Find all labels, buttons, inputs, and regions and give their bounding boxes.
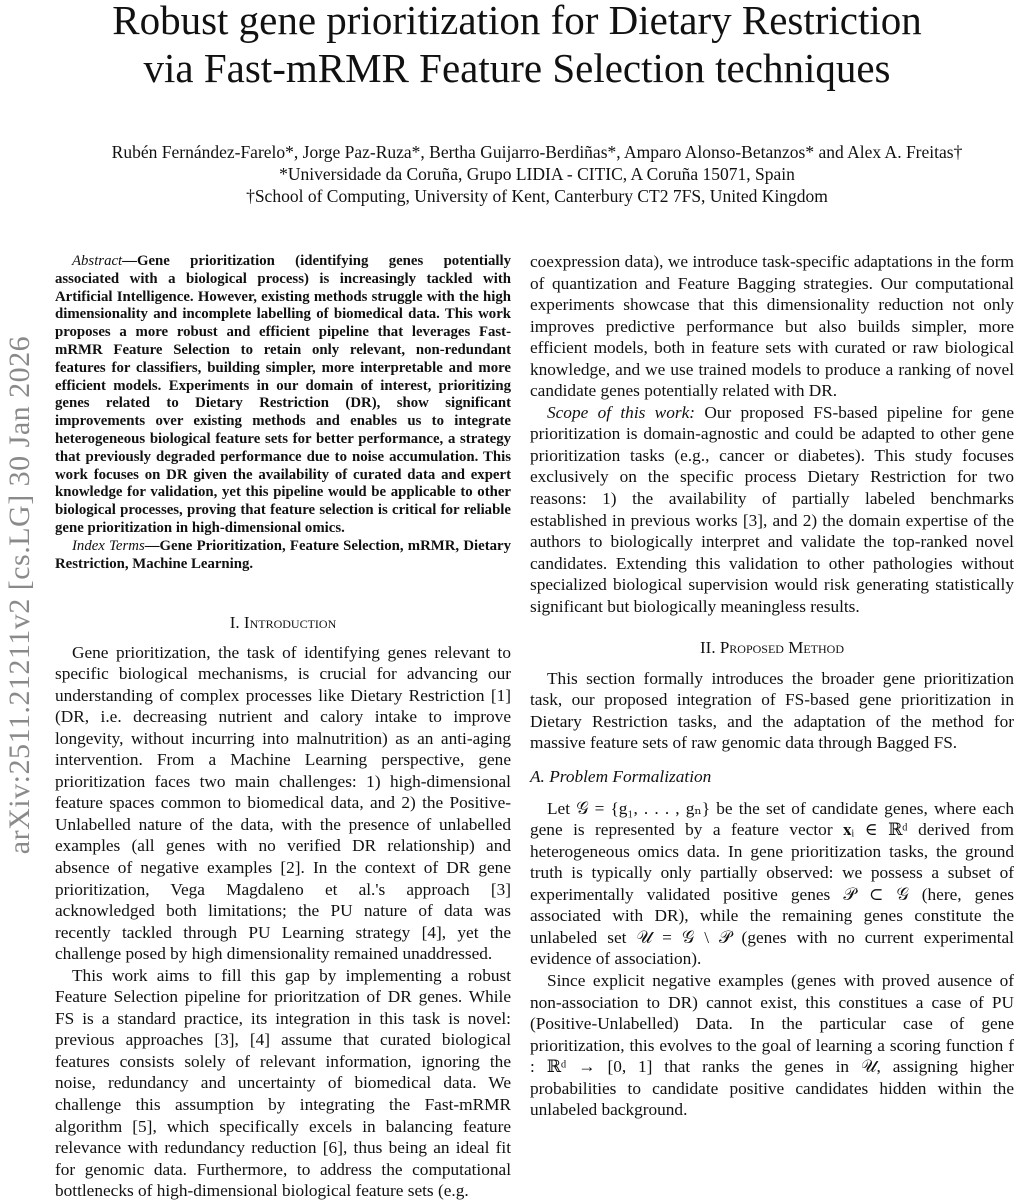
abstract-text: —Gene prioritization (identifying genes potentially associated with a biological process) is increasingly tackled with Artificial Intelligence. However, existing methods struggle with the high dimensionality and incomplete labelling of biomedical data. This work proposes a more robust and efficient pipeline that leverages Fast-mRMR Feature Selection to retain only relevant, non-redundant features for classifiers, building simpler, more interpretable and more efficient models. Experiments in our domain of interest, prioritizing genes related to Dietary Restriction (DR), show significant improvements over existing methods and enables us to integrate heterogeneous biological feature sets for better performance, a strategy that previously degraded performance due to noise accumulation. This work focuses on DR given the availability of curated data and expert knowledge for validation, yet this pipeline would be applicable to other biological processes, proving that feature selection is critical for reliable gene prioritization in high-dimensional omics.: [55, 253, 511, 536]
right-column: [530, 251, 1014, 1121]
abstract: [55, 253, 511, 573]
section-heading-proposed-method: II. Proposed Method: [700, 638, 844, 658]
arxiv-stamp[interactable]: arXiv:2511.21211v2 [cs.LG] 30 Jan 2026: [3, 335, 36, 855]
intro-paragraph-3: coexpression data), we introduce task-specific adaptations in the form of quantization and Feature Bagging strategies. Our computational experiments showcase that this dimensionality reduction not only improves predictive performance but also builds simpler, more efficient models, both in feature sets with curated or raw biological knowledge, and we use trained models to produce a ranking of novel candidate genes potentially related with DR.: [530, 252, 1014, 401]
paper-title: [0, 0, 1034, 92]
affiliation-2: †School of Computing, University of Kent, Canterbury CT2 7FS, United Kingdom: [246, 186, 828, 206]
scope-label: Scope of this work:: [547, 402, 695, 422]
scope-text: Our proposed FS-based pipeline for gene prioritization is domain-agnostic and could be adapted to other gene prioritization tasks (e.g., cancer or diabetes). This study focuses exclusively on the specific process Dietary Restriction for two reasons: 1) the availability of partially labeled benchmarks established in previous works [3], and 2) the domain expertise of the authors to biologically interpret and validate the top-ranked novel candidates. Extending this validation to other pathologies without specialized biological supervision would risk generating statistically significant but biologically meaningless results.: [530, 402, 1014, 616]
abstract-label: Abstract: [72, 253, 123, 269]
index-terms-text: —Gene Prioritization, Feature Selection, mRMR, Dietary Restriction, Machine Learning.: [55, 537, 511, 572]
method-paragraph-1: This section formally introduces the broader gene prioritization task, our proposed integration of FS-based gene prioritization in Dietary Restriction tasks, and the adaptation of the method for massive feature sets of raw genomic data through Bagged FS.: [530, 668, 1014, 753]
index-terms-label: Index Terms: [72, 537, 145, 554]
title-line-1: Robust gene prioritization for Dietary Restriction: [112, 0, 922, 43]
intro-paragraph-1: Gene prioritization, the task of identifying genes relevant to specific biological mechanisms, is crucial for advancing our understanding of complex processes like Dietary Restriction [1] (DR, i.e. decreasing nutrient and calory intake to improve longevity, without incurring into malnutrition) as an anti-aging intervention. From a Machine Learning perspective, gene prioritization faces two main challenges: 1) high-dimensional feature spaces common to biomedical data, and 2) the Positive-Unlabelled nature of the data, with the presence of unlabelled examples (all genes with no verified DR relationship) and absence of negative examples [2]. In the context of DR gene prioritization, Vega Magdaleno et al.'s approach [3] acknowledged both limitations; the PU nature of data was recently tackled through PU Learning strategy [4], yet the challenge posed by high dimensionality remained unaddressed.: [55, 642, 511, 964]
subsection-heading-problem-formalization: A. Problem Formalization: [530, 767, 712, 787]
formalization-paragraph-1: Let 𝒢 = {g₁, . . . , gₙ} be the set of candidate genes, where each gene is represented by a feature vector 𝐱ᵢ ∈ ℝᵈ derived from heterogeneous omics data. In gene prioritization tasks, the ground truth is typically only partially observed: we possess a subset of experimentally validated positive genes 𝒫 ⊂ 𝒢 (here, genes associated with DR), while the remaining genes constitute the unlabeled set 𝒰 = 𝒢 \ 𝒫 (genes with no current experimental evidence of association).: [530, 798, 1014, 969]
author-block: [40, 141, 1034, 207]
affiliation-1: *Universidade da Coruña, Grupo LIDIA - CITIC, A Coruña 15071, Spain: [279, 164, 795, 184]
intro-paragraph-2: This work aims to fill this gap by implementing a robust Feature Selection pipeline for prioritzation of DR genes. While FS is a standard practice, its integration in this task is novel: previous approaches [3], [4] assume that curated biological features consists solely of relevant information, ignoring the noise, redundancy and uncertainty of biomedical data. We challenge this assumption by integrating the Fast-mRMR algorithm [5], which specifically excels in balancing feature relevance with redundancy reduction [6], thus being an ideal fit for genomic data. Furthermore, to address the computational bottlenecks of high-dimensional biological feature sets (e.g.: [55, 965, 511, 1201]
title-line-2: via Fast-mRMR Feature Selection techniques: [143, 45, 891, 91]
authors: Rubén Fernández-Farelo*, Jorge Paz-Ruza*, Bertha Guijarro-Berdiñas*, Amparo Alonso-Betanzos* and Alex A. Freitas†: [111, 142, 963, 162]
introduction-section: [55, 612, 511, 1202]
formalization-paragraph-2: Since explicit negative examples (genes with proved ausence of non-association to DR) cannot exist, this constitues a case of PU (Positive-Unlabelled) Data. In the particular case of gene prioritization, this evolves to the goal of learning a scoring function f : ℝᵈ → [0, 1] that ranks the genes in 𝒰, assigning higher probabilities to candidate positive candidates hidden within the unlabeled background.: [530, 970, 1014, 1120]
section-heading-introduction: I. Introduction: [229, 613, 337, 632]
